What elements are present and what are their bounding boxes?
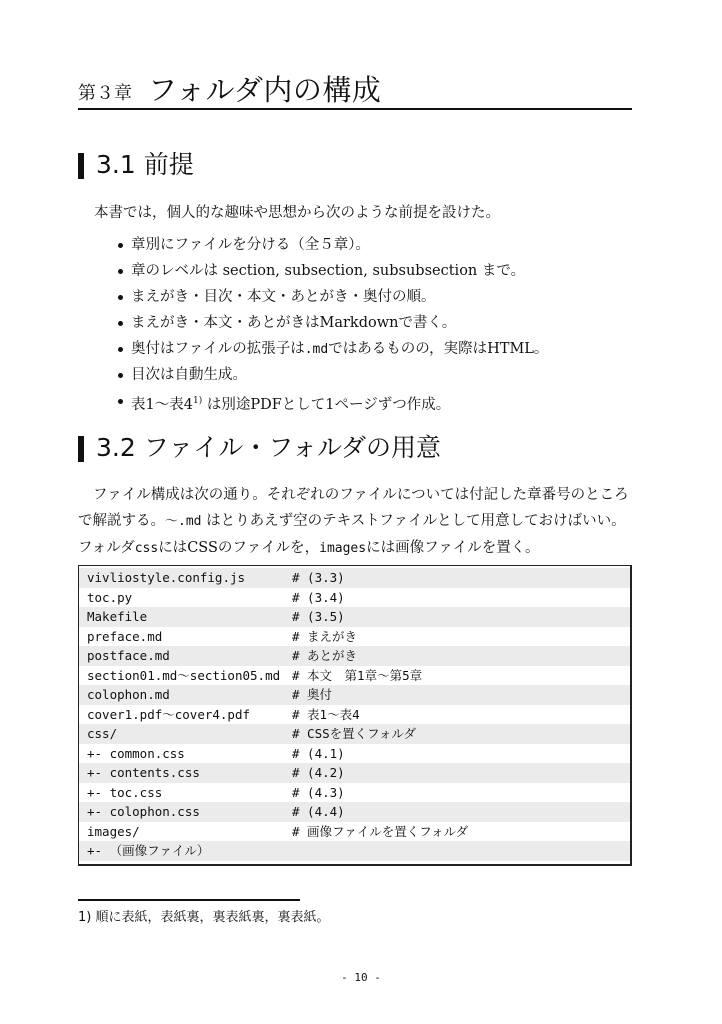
text: はとりあえず空のテキストファイルとして用意しておけばいい。 bbox=[201, 513, 626, 529]
code-line bbox=[79, 802, 630, 822]
list-item bbox=[118, 362, 548, 388]
chapter-number: 第３章 bbox=[78, 83, 132, 104]
para-line: ファイル構成は次の通り。それぞれのファイルについては付記した章番号のところ bbox=[93, 487, 629, 503]
code-comment: # (4.4) bbox=[292, 804, 345, 819]
code-comment: # (4.2) bbox=[292, 765, 345, 780]
code-comment: # CSSを置くフォルダ bbox=[292, 726, 417, 741]
code-file: preface.md bbox=[87, 628, 163, 644]
code-line bbox=[79, 568, 630, 588]
footnote-ref-link[interactable]: 1) bbox=[192, 396, 203, 406]
item-text: ではあるものの，実際は bbox=[328, 341, 488, 357]
code-line bbox=[79, 685, 630, 705]
inline-code: .md bbox=[304, 342, 329, 357]
list-item bbox=[118, 284, 548, 310]
item-text: 4 bbox=[183, 396, 193, 413]
bullet-icon bbox=[118, 321, 123, 326]
item-text: として bbox=[281, 396, 326, 413]
code-file: section01.md～section05.md bbox=[87, 667, 281, 683]
code-line bbox=[79, 763, 630, 783]
list-item bbox=[118, 232, 548, 258]
code-comment: # 奥付 bbox=[292, 687, 333, 702]
item-text: は別途 bbox=[202, 396, 251, 413]
code-file: +- contents.css bbox=[87, 765, 200, 780]
code-line bbox=[79, 841, 630, 861]
code-file: vivliostyle.config.js bbox=[87, 570, 246, 585]
code-line bbox=[79, 607, 630, 627]
files-paragraph bbox=[78, 482, 638, 562]
inline-code: images bbox=[319, 541, 367, 556]
code-file: css/ bbox=[87, 726, 118, 741]
code-comment: # (3.3) bbox=[292, 570, 345, 585]
item-text: 。 bbox=[533, 341, 549, 357]
bullet-icon bbox=[118, 243, 123, 248]
item-text: Markdown bbox=[319, 315, 399, 331]
section-title: 3.1 前提 bbox=[96, 150, 194, 179]
code-comment: # (3.4) bbox=[292, 589, 345, 605]
code-comment: # (4.1) bbox=[292, 745, 345, 761]
code-line bbox=[79, 783, 630, 803]
section-bar-icon bbox=[78, 153, 84, 179]
code-comment: # (4.3) bbox=[292, 784, 345, 800]
code-comment: # まえがき bbox=[292, 628, 358, 644]
code-line bbox=[79, 646, 630, 666]
item-text: で書く。 bbox=[398, 315, 457, 331]
code-file: postface.md bbox=[87, 648, 170, 663]
premise-list bbox=[118, 232, 548, 414]
code-comment: # 本文 第1章～第5章 bbox=[292, 667, 423, 683]
code-file: Makefile bbox=[87, 609, 148, 624]
item-text: 表 bbox=[131, 396, 146, 413]
code-comment: # あとがき bbox=[292, 648, 358, 663]
item-text: まえがき・本文・あとがきは bbox=[131, 315, 320, 331]
code-line bbox=[79, 627, 630, 647]
inline-code: css bbox=[134, 541, 159, 556]
intro-paragraph: 本書では，個人的な趣味や思想から次のような前提を設けた。 bbox=[94, 205, 500, 221]
file-structure-code-block bbox=[78, 565, 632, 866]
item-text: HTML bbox=[487, 341, 534, 357]
code-line bbox=[79, 666, 630, 686]
item-text: 奥付はファイルの拡張子は bbox=[131, 341, 305, 357]
item-text: まえがき・目次・本文・あとがき・奥付の順。 bbox=[131, 289, 436, 305]
text: のファイルを， bbox=[217, 540, 320, 556]
code-file: colophon.md bbox=[87, 687, 170, 702]
code-file: +- toc.css bbox=[87, 784, 163, 800]
code-file: +- common.css bbox=[87, 745, 185, 761]
bullet-icon bbox=[118, 373, 123, 378]
item-text: 目次は自動生成。 bbox=[131, 367, 247, 383]
chapter-heading bbox=[78, 62, 632, 110]
code-file: +- colophon.css bbox=[87, 804, 200, 819]
item-text: 章のレベルは bbox=[131, 263, 218, 279]
item-text: section, subsection, subsubsection bbox=[218, 263, 482, 279]
section-bar-icon bbox=[78, 436, 84, 462]
text: には bbox=[158, 540, 188, 556]
code-line bbox=[79, 705, 630, 725]
code-comment: # 表1～表4 bbox=[292, 706, 360, 722]
text: フォルダ bbox=[78, 540, 135, 556]
item-text: 〜表 bbox=[154, 396, 184, 413]
page-number: - 10 - bbox=[341, 971, 381, 984]
code-line bbox=[79, 724, 630, 744]
item-text: 1 bbox=[325, 396, 335, 413]
list-item bbox=[118, 336, 548, 362]
list-item bbox=[118, 258, 548, 284]
item-text: 1 bbox=[145, 396, 155, 413]
bullet-icon bbox=[118, 269, 123, 274]
code-file: toc.py bbox=[87, 589, 133, 605]
chapter-title: フォルダ内の構成 bbox=[148, 73, 382, 107]
para-line bbox=[78, 508, 638, 535]
bullet-icon bbox=[118, 399, 123, 404]
text: で解説する。 bbox=[78, 513, 165, 529]
code-file: +- （画像ファイル） bbox=[87, 843, 210, 858]
inline-code: ～.md bbox=[165, 514, 202, 529]
code-line bbox=[79, 822, 630, 842]
code-file: cover1.pdf～cover4.pdf bbox=[87, 706, 251, 722]
code-file: images/ bbox=[87, 823, 140, 839]
text: CSS bbox=[187, 540, 218, 556]
bullet-icon bbox=[118, 347, 123, 352]
bullet-icon bbox=[118, 295, 123, 300]
item-text: ページずつ作成。 bbox=[334, 396, 451, 413]
item-text: まで。 bbox=[481, 263, 526, 279]
item-text: 章別にファイルを分ける（全５章）。 bbox=[131, 237, 370, 253]
code-line bbox=[79, 744, 630, 764]
section-title: 3.2 ファイル・フォルダの用意 bbox=[96, 433, 441, 462]
para-line bbox=[78, 535, 638, 562]
list-item bbox=[118, 310, 548, 336]
item-text: PDF bbox=[250, 396, 282, 413]
footnote-divider bbox=[78, 899, 300, 901]
footnote: 1) 順に表紙，表紙裏，裏表紙裏，裏表紙。 bbox=[78, 910, 330, 925]
list-item bbox=[118, 388, 548, 414]
code-line bbox=[79, 588, 630, 608]
text: には画像ファイルを置く。 bbox=[366, 540, 540, 556]
code-comment: # 画像ファイルを置くフォルダ bbox=[292, 823, 469, 839]
code-comment: # (3.5) bbox=[292, 609, 345, 624]
